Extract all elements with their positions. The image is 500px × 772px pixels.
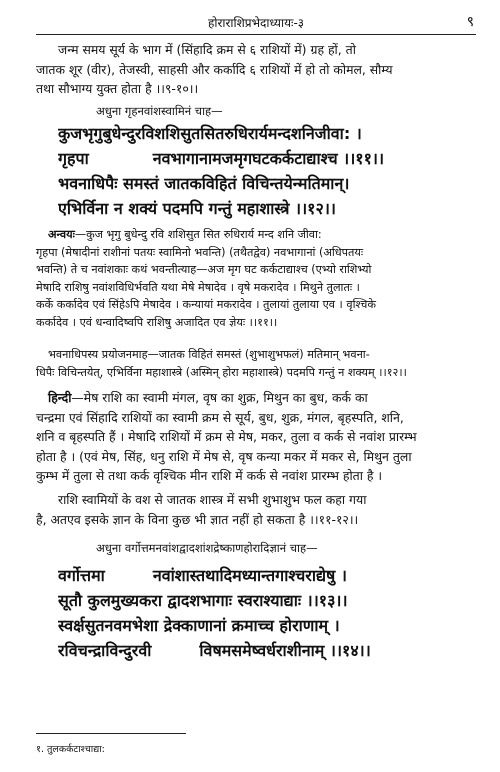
verse-text: सूतौ कुलमुख्यकरा द्वादशभागाः स्वराश्याद्याः ।।१३।। [58,591,348,610]
verse-text: नवांशास्तथादिमध्यान्तगाश्चराद्येषु । [152,566,347,585]
verse-text: कुजभृगुबुधेन्दुरविशशिसुतसितरुधिरार्यमन्दशनिजीवा: [58,124,351,143]
text-line: है, अतएव इसके ज्ञान के विना कुछ भी ज्ञात नहीं हो सकता है ।।११-१२।। [36,511,359,527]
hindi-label: हिन्दी [48,390,72,405]
verse-text: स्वर्क्षसुतनवमभेशा द्रेक्काणानां क्रमाच्च होराणाम् । [58,616,340,635]
text-line [36,226,474,244]
text-line: होता है । (एवं मेष, सिंह, धनु राशि में मेष से, वृष कन्या मकर में मकर से, मिथुन तुला [36,448,412,464]
verse-line [58,196,478,221]
hindi-paragraph [36,388,474,486]
verse-line [58,146,478,171]
page-number: ९ [466,14,474,30]
text-line: कर्के कर्कादेव एवं सिंहेऽपि मेषादेव । कन्यायां मकरादेव । तुलायां तुलाया एव । वृश्चिके [36,298,376,312]
text-line: भवनाधिपस्य प्रयोजनमाह—जातक विहितं समस्तं (शुभाशुभफलं) मतिमान् भवना- [48,348,370,361]
verse-text: वर्गोत्तमा [58,566,105,585]
text-line [36,388,474,408]
verse-text: विषमसमेष्वर्धराशीनाम् ।।१४।। [199,641,371,660]
summary-paragraph [36,490,474,529]
verse-block [58,563,478,663]
anvaya-paragraph [36,226,474,332]
footnote-rule [36,733,186,734]
verse-text: नवभागानामजमृगघटकर्कटाद्याश्च ।।११।। [152,149,385,168]
text-line: धिपैः विचिन्तयेत्, एभिर्विना महाशास्त्रे (अस्मिन् होरा महाशास्त्रे) पदमपि गन्तुं न शक्यम् ।।१२।। [36,365,407,379]
text-line: भवन्ति) ते च नवांशकाः कथं भवन्तीत्याह—अज मृग घट कर्कटाद्याश्च (एभ्यो राशिभ्यो [36,263,372,277]
text-line: तथा सौभाग्य युक्त होता है ।।९-१०।। [36,81,199,96]
text-line: मेषादि राशिषु नवांशविधिर्भवति यथा मेषे मेषादेव । वृषे मकरादेव । मिथुने तुलातः । [36,280,360,294]
verse-introduction: अधुना गृहनवांशस्वामिनं चाह— [96,104,223,118]
text-line: राशि स्वामियों के वश से जातक शास्त्र में सभी शुभाशुभ फल कहा गया [58,492,367,507]
anvaya-text: —कुज भृगु बुधेन्दु रवि शशिसुत सित रुधिरार्य मन्द शनि जीवा: [74,228,322,241]
bhavanadhipa-paragraph [36,346,474,381]
text-line: जन्म समय सूर्य के भाग में (सिंहादि क्रम से ६ राशियों में) ग्रह हों, तो [58,42,356,57]
verse-line: कुजभृगुबुधेन्दुरविशशिसुतसितरुधिरार्यमन्दशनिजीवा: । [58,124,362,143]
verse-line [58,638,478,663]
header-rule [36,34,476,35]
page-header [36,14,476,34]
text-line: गृहपा (मेषादीनां राशीनां पतयः स्वामिनो भवन्ति) (तथैतद्वेव) नवभागानां (अधिपतयः [36,245,364,259]
text-line: कर्कादेव । एवं धन्वादिष्वपि राशिषु अजादित एव ज्ञेयः ।।११।। [36,315,278,329]
paragraph-hindi-commentary [36,40,474,99]
verse-introduction: अधुना वर्गोत्तमनवांशद्वादशांशद्रेष्काणहोरादिज्ञानं चाह— [96,541,318,555]
footnote: १. तुलकर्कटाश्चाद्या: [36,744,105,755]
verse-line [58,171,478,196]
verse-line [58,563,478,588]
text-line: जातक शूर (वीर), तेजस्वी, साहसी और कर्कादि ६ राशियों में हो तो कोमल, सौम्य [36,61,393,77]
text-line: कुम्भ में तुला से तथा कर्क वृश्चिक मीन राशि में कर्क से नवांश प्रारम्भ होता है । [36,468,383,483]
anvaya-label: अन्वयः [48,228,75,241]
hindi-text: —मेष राशि का स्वामी मंगल, वृष का शुक्र, मिथुन का बुध, कर्क का [71,390,368,405]
verse-line [58,588,478,613]
verse-line [58,613,478,638]
verse-text: एभिर्विना न शक्यं पदमपि गन्तुं महाशास्त्रे ।।१२।। [58,199,336,218]
verse-text: गृहपा [58,149,89,168]
verse-block [58,121,478,221]
text-line: चन्द्रमा एवं सिंहादि राशियों का स्वामी क्रम से सूर्य, बुध, शुक्र, मंगल, बृहस्पति, शनि, [36,409,404,425]
text-line: शनि व बृहस्पति हैं । मेषादि राशियों में क्रम से मेष, मकर, तुला व कर्क से नवांश प्रारम्भ [36,429,417,444]
running-title: होराराशिप्रभेदाध्यायः-३ [207,16,305,30]
verse-text: रविचन्द्राविन्दुरवी [58,641,152,660]
verse-text: भवनाधिपैः समस्तं जातकविहितं विचिन्तयेन्मतिमान्। [58,174,350,193]
